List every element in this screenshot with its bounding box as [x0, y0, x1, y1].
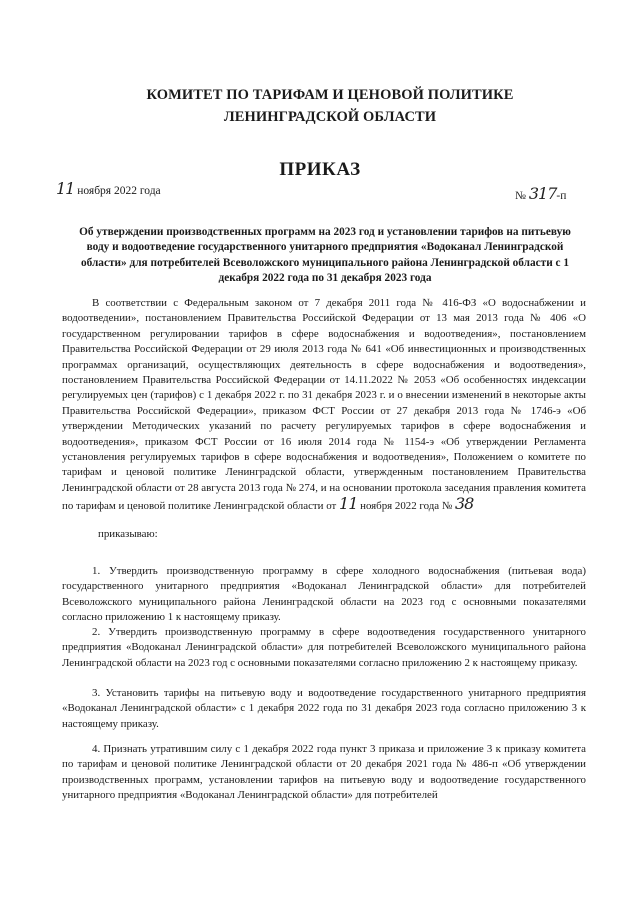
handwritten-protocol-day: 11	[339, 494, 358, 514]
number-prefix: №	[515, 190, 526, 202]
document-number	[515, 184, 566, 203]
document-title: ПРИКАЗ	[279, 159, 361, 180]
order-item-3: 3. Установить тарифы на питьевую воду и водоотведение государственного унитарного предприятия «Водоканал Ленинградской области» с 1 декабря 2022 года по 31 декабря 2023 года согласно приложению 3 к настоящему приказу.	[62, 687, 586, 730]
protocol-mid-text: ноября 2022 года №	[360, 500, 453, 513]
document-date	[56, 179, 161, 198]
order-item-1: 1. Утвердить производственную программу в сфере холодного водоснабжения (питьевая вода) государственного унитарного предприятия «Водоканал Ленинградской области» для потребителей Всеволожского муниципального района Ленинградской области на 2023 год с основными показателями согласно приложению 1 к настоящему приказу.	[62, 565, 586, 624]
number-suffix: -п	[556, 190, 567, 202]
preamble-paragraph	[62, 296, 586, 515]
organization-line-2: ЛЕНИНГРАДСКОЙ ОБЛАСТИ	[223, 109, 437, 125]
handwritten-protocol-number: 38	[454, 494, 474, 514]
order-item-4: 4. Признать утратившим силу с 1 декабря 2022 года пункт 3 приказа и приложение 3 к приказу комитета по тарифам и ценовой политике Ленинградской области от 20 декабря 2021 года № 486-п «Об утверждении производственных программ, установлении тарифов на питьевую воду и водоотведение государственного унитарного предприятия «Водоканал Ленинградской области» для потребителей	[62, 743, 586, 802]
document-subject: Об утверждении производственных программ на 2023 год и установлении тарифов на питьевую воду и водоотведение государственного унитарного предприятия «Водоканал Ленинградской области» для потребителей Всеволожского муниципального района Ленинградской области с 1 декабря 2022 года по 31 декабря 2023 года	[79, 226, 571, 284]
handwritten-date-day: 11	[56, 179, 75, 198]
order-item-2: 2. Утвердить производственную программу в сфере водоотведения государственного унитарного предприятия «Водоканал Ленинградской области» для потребителей Всеволожского муниципального района Ленинградской области на 2023 год с основными показателями согласно приложению 2 к настоящему приказу.	[62, 626, 586, 669]
date-text: ноября 2022 года	[77, 185, 161, 197]
organization-line-1: КОМИТЕТ ПО ТАРИФАМ И ЦЕНОВОЙ ПОЛИТИКЕ	[146, 87, 514, 103]
handwritten-number: 317	[528, 184, 557, 203]
organization-header	[80, 84, 580, 128]
order-word: приказываю:	[98, 528, 158, 540]
preamble-text: В соответствии с Федеральным законом от 7 декабря 2011 года № 416-ФЗ «О водоснабжении и водоотведении», постановлением Правительства Российской Федерации от 13 мая 2013 года № 406 «О государственном регулировании тарифов в сфере водоснабжения и водоотведения», постановлением Правительства Российской Федерации от 29 июля 2013 года № 641 «Об инвестиционных и производственных программах организаций, осуществляющих деятельность в сфере водоснабжения и водоотведения», постановлением Правительства Российской Федерации от 14.11.2022 № 2053 «Об особенностях индексации регулируемых цен (тарифов) с 1 декабря 2022 г. по 31 декабря 2023 г. и о внесении изменений в некоторые акты Правительства Российской Федерации», приказом ФСТ России от 27 декабря 2013 года № 1746-э «Об утверждении Методических указаний по расчету регулируемых тарифов в сфере водоснабжения и водоотведения», приказом ФСТ России от 16 июля 2014 года № 1154-э «Об утверждении Регламента установления регулируемых тарифов в сфере водоснабжения и водоотведения», Положением о комитете по тарифам и ценовой политике Ленинградской области, утвержденным постановлением Правительства Ленинградской области от 28 августа 2013 года № 274, и на основании протокола заседания правления комитета по тарифам и ценовой политике Ленинградской области от	[62, 297, 586, 513]
